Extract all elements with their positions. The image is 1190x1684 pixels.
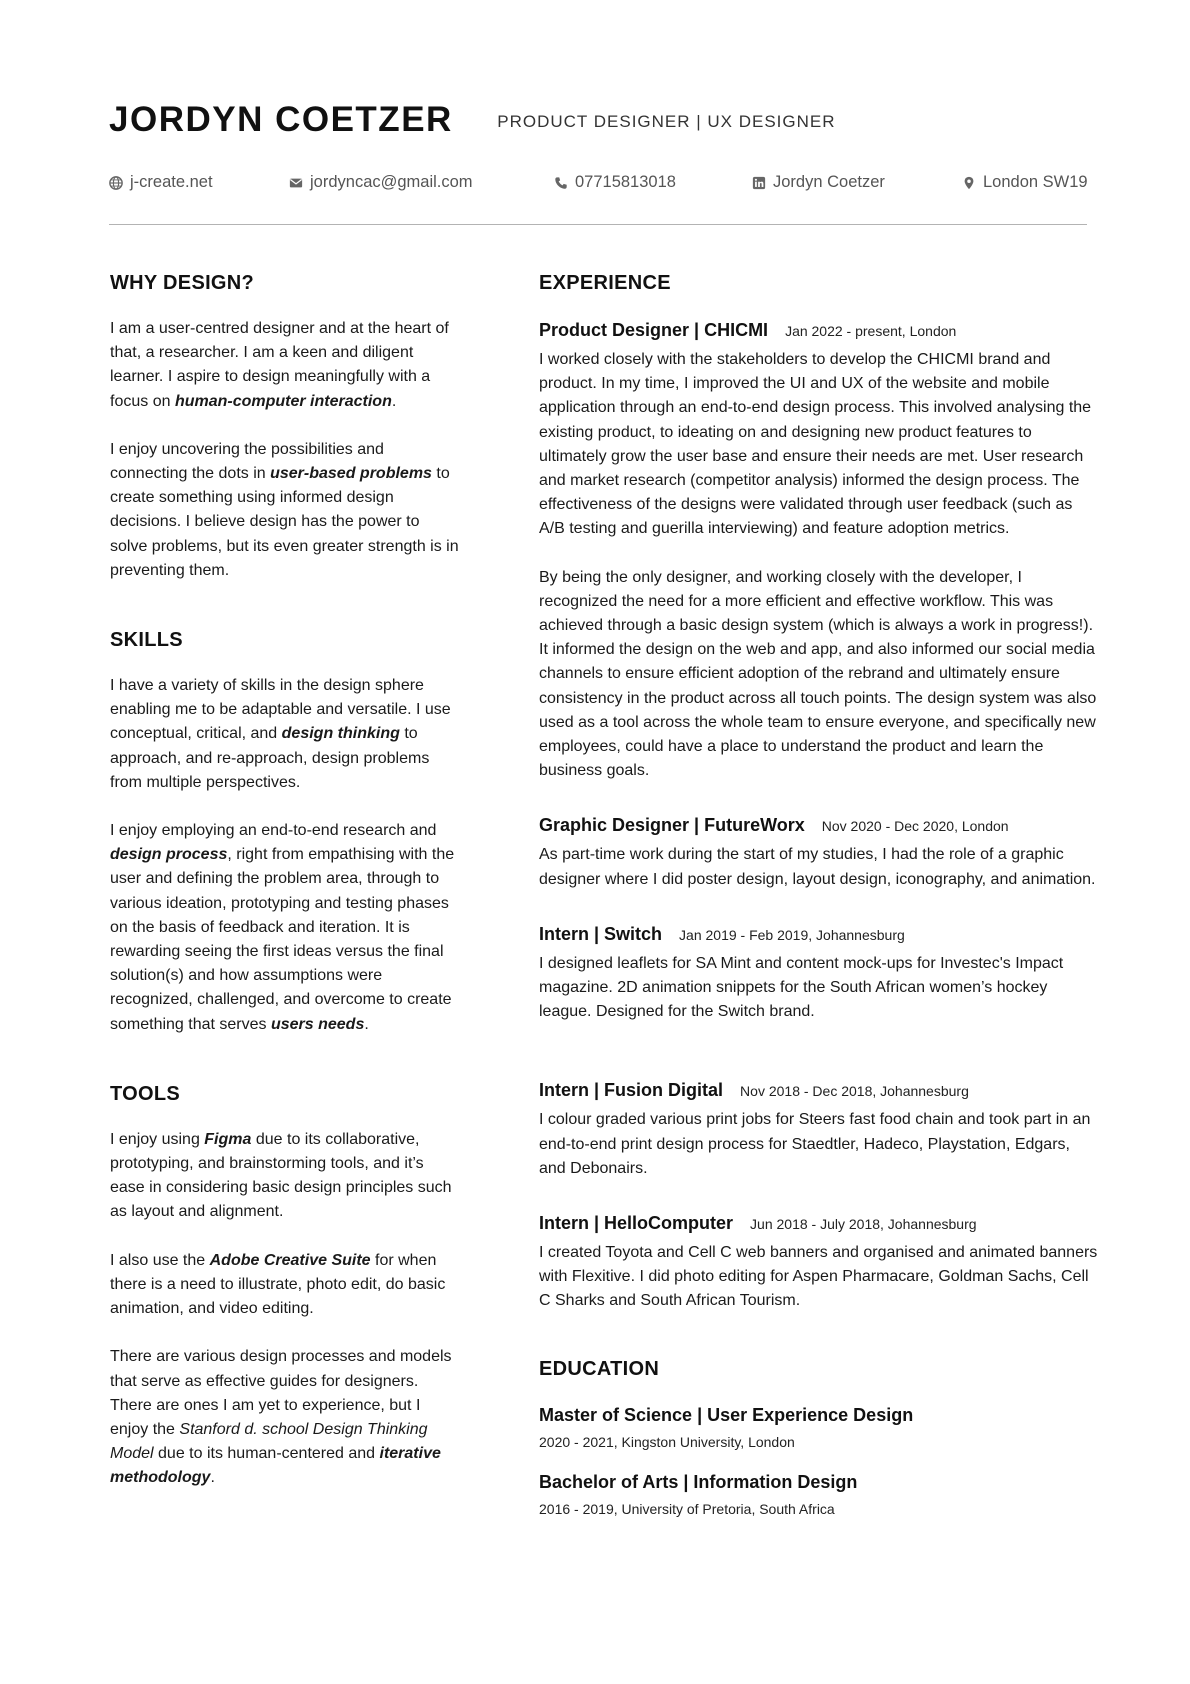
skills-paragraph-1: I have a variety of skills in the design sphere enabling me to be adaptable and versatile. I use conceptual, critical, and design thinking to approach, and re-approach, design problems from multiple perspectives. [110, 677, 451, 791]
job-date: Jan 2019 - Feb 2019, Johannesburg [679, 926, 905, 943]
job-header [539, 924, 1099, 945]
tools-heading: TOOLS [110, 1082, 181, 1105]
job-entry [539, 924, 1099, 1025]
phone-text: 07715813018 [575, 173, 676, 191]
job-description: As part-time work during the start of my studies, I had the role of a graphic designer where I did poster design, layout design, iconography, and animation. [539, 846, 1096, 888]
experience-heading: EXPERIENCE [539, 272, 671, 294]
why-design-paragraph-1: I am a user-centred designer and at the heart of that, a researcher. I am a keen and diligent learner. I aspire to design meaningfully with a focus on human-computer interaction. [110, 320, 449, 410]
location-text: London SW19 [983, 173, 1088, 191]
job-entry [539, 1213, 1099, 1314]
job-description: I created Toyota and Cell C web banners and organised and animated banners with Flexitive. I did photo editing for Aspen Pharmacare, Goldman Sachs, Cell C Sharks and South African Tourism. [539, 1244, 1098, 1310]
skills-heading: SKILLS [110, 629, 183, 652]
linkedin-icon [752, 176, 766, 190]
job-header [539, 1213, 1099, 1234]
left-column [110, 272, 460, 1491]
contact-bar [109, 173, 1087, 197]
job-date: Jun 2018 - July 2018, Johannesburg [750, 1216, 977, 1233]
job-date: Jan 2022 - present, London [785, 323, 957, 339]
contact-email[interactable] [289, 173, 473, 192]
job-header [539, 1080, 1099, 1101]
contact-website[interactable] [109, 173, 213, 192]
education-degree: Master of Science | User Experience Design [539, 1404, 914, 1425]
location-pin-icon [962, 176, 976, 190]
education-heading: EDUCATION [539, 1357, 660, 1380]
job-title: Graphic Designer | FutureWorx [539, 815, 805, 836]
tools-paragraph-2: I also use the Adobe Creative Suite for when there is a need to illustrate, photo edit, do basic animation, and video editing. [110, 1251, 446, 1318]
education-entry [539, 1405, 1099, 1450]
contact-location [962, 173, 1088, 192]
skills-paragraph-2: I enjoy employing an end-to-end research and design process, right from empathising with the user and defining the problem area, through to various ideation, prototyping and testing phases on the basis of feedback and iteration. It is rewarding seeing the first ideas versus the final solution(s) and how assumptions were recognized, challenged, and overcome to create something that serves users needs. [110, 822, 455, 1033]
job-title: Intern | Fusion Digital [539, 1080, 724, 1101]
job-header [539, 815, 1099, 836]
job-description: I worked closely with the stakeholders to develop the CHICMI brand and product. In my time, I improved the UI and UX of the website and mobile application through an end-to-end design process. This involved analysing the existing product, to ideating on and designing new product features to ultimately grow the user base and ensure their needs are met. User research and market research (competitor analysis) informed the design process. The effectiveness of the designs were validated through user feedback (such as A/B testing and guerilla interviewing) and feature adoption metrics. [539, 351, 1092, 538]
job-date: Nov 2018 - Dec 2018, Johannesburg [740, 1083, 969, 1100]
education-detail: 2016 - 2019, University of Pretoria, South Africa [539, 1500, 835, 1517]
education-degree: Bachelor of Arts | Information Design [539, 1471, 858, 1492]
phone-icon [554, 176, 568, 190]
job-description: I colour graded various print jobs for Steers fast food chain and took part in an end-to-end print design process for Staedtler, Hadeco, Playstation, Edgars, and Debonairs. [539, 1111, 1091, 1177]
tools-paragraph-3: There are various design processes and models that serve as effective guides for designers. There are ones I am yet to experience, but I enjoy the Stanford d. school Design Thinking Model due to its human-centered and iterative methodology. [110, 1348, 452, 1487]
job-entry [539, 320, 1099, 783]
why-design-heading: WHY DESIGN? [110, 272, 255, 294]
candidate-role: PRODUCT DESIGNER | UX DESIGNER [497, 112, 836, 131]
job-description: By being the only designer, and working closely with the developer, I recognized the need for a more efficient and effective workflow. This was achieved through a basic design system (which is always a work in progress!). It informed the design on the web and app, and also informed our social media channels to ensure efficient adoption of the rebrand and ultimately ensure consistency in the product across all touch points. The design system was also used as a tool across the whole team to ensure everyone, and specifically new employees, could have a place to understand the product and learn the business goals. [539, 568, 1097, 780]
tools-paragraph-1: I enjoy using Figma due to its collaborative, prototyping, and brainstorming tools, and it’s ease in considering basic design principles such as layout and alignment. [110, 1130, 452, 1221]
mail-icon [289, 176, 303, 190]
job-title: Intern | HelloComputer [539, 1213, 734, 1234]
education-detail: 2020 - 2021, Kingston University, London [539, 1433, 795, 1450]
job-title: Intern | Switch [539, 923, 663, 944]
why-design-paragraph-2: I enjoy uncovering the possibilities and connecting the dots in user-based problems to create something using informed design decisions. I believe design has the power to solve problems, but its even greater strength is in preventing them. [110, 440, 459, 579]
job-entry [539, 1080, 1099, 1181]
linkedin-text: Jordyn Coetzer [773, 173, 885, 191]
right-column [539, 272, 1099, 1517]
job-entry [539, 815, 1099, 891]
contact-linkedin[interactable] [752, 173, 885, 192]
resume-header [109, 100, 1087, 140]
globe-icon [109, 176, 123, 190]
candidate-name: JORDYN COETZER [109, 100, 453, 139]
header-divider [109, 224, 1087, 225]
job-date: Nov 2020 - Dec 2020, London [821, 818, 1009, 835]
contact-phone[interactable] [554, 173, 676, 192]
job-header [539, 320, 1099, 341]
education-entry [539, 1472, 1099, 1517]
job-description: I designed leaflets for SA Mint and content mock-ups for Investec's Impact magazine. 2D animation snippets for the South African women’s hockey league. Designed for the Switch brand. [539, 954, 1064, 1021]
job-title: Product Designer | CHICMI [539, 320, 769, 340]
email-text: jordyncac@gmail.com [310, 173, 473, 191]
website-text: j-create.net [130, 173, 213, 191]
